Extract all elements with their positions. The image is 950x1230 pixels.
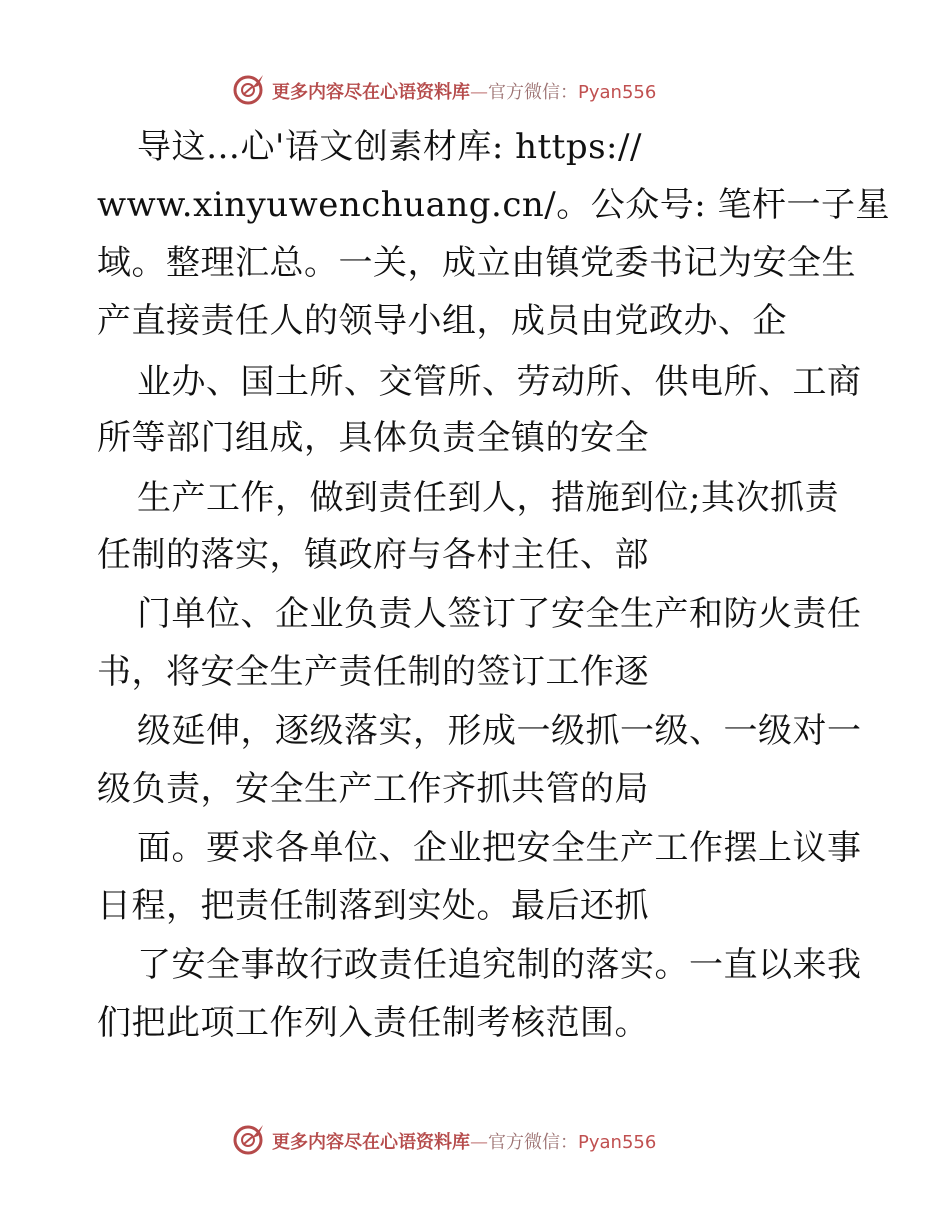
watermark-separator: — (470, 82, 488, 103)
watermark-separator: — (470, 1132, 488, 1153)
body-line: 所等部门组成，具体负责全镇的安全 (97, 418, 649, 458)
header-watermark (0, 70, 950, 110)
body-line: 们把此项工作列入责任制考核范围。 (97, 1003, 649, 1043)
watermark-text (272, 1128, 656, 1154)
watermark-site-text: 更多内容尽在心语资料库 (272, 1132, 470, 1153)
footer-watermark (0, 1120, 950, 1160)
body-line: 产直接责任人的领导小组，成员由党政办、企 (97, 301, 787, 341)
body-line: 书，将安全生产责任制的签订工作逐 (97, 652, 649, 692)
body-line: 生产工作，做到责任到人，措施到位;其次抓责 (137, 478, 839, 518)
watermark-wechat-id: Pyan556 (578, 82, 657, 103)
body-line: 面。要求各单位、企业把安全生产工作摆上议事 (137, 828, 862, 868)
quill-logo-icon (232, 72, 266, 106)
watermark-site-text: 更多内容尽在心语资料库 (272, 82, 470, 103)
watermark-official-label: 官方微信： (488, 82, 578, 103)
body-line: 任制的落实，镇政府与各村主任、部 (97, 535, 649, 575)
watermark-official-label: 官方微信： (488, 1132, 578, 1153)
body-line: 级延伸，逐级落实，形成一级抓一级、一级对一 (137, 711, 862, 751)
watermark-wechat-id: Pyan556 (578, 1132, 657, 1153)
watermark-text (272, 78, 656, 104)
body-line: 级负责，安全生产工作齐抓共管的局 (97, 769, 649, 809)
quill-logo-icon (232, 1122, 266, 1156)
body-line: 日程，把责任制落到实处。最后还抓 (97, 886, 649, 926)
body-line: 业办、国土所、交管所、劳动所、供电所、工商 (137, 362, 862, 402)
body-line: 了安全事故行政责任追究制的落实。一直以来我 (137, 945, 862, 985)
body-line: www.xinyuwenchuang.cn/。公众号: 笔杆一子星 (97, 185, 890, 225)
body-line: 导这…心'语文创素材库: https:// (137, 127, 642, 167)
body-line: 域。整理汇总。一关，成立由镇党委书记为安全生 (97, 243, 856, 283)
body-line: 门单位、企业负责人签订了安全生产和防火责任 (137, 594, 862, 634)
